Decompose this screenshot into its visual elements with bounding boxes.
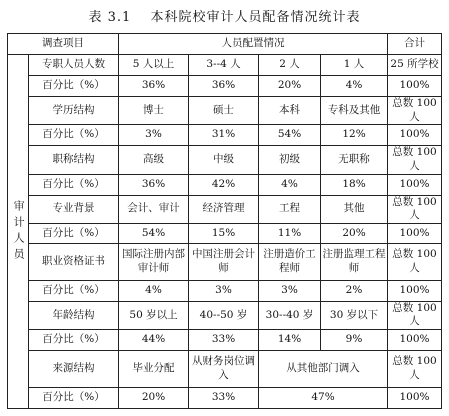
row-label: 百分比（%） [29,330,119,351]
table-cell: 注册造价工程师 [259,243,321,280]
table-cell: 3% [259,280,321,301]
table-cell: 1 人 [321,55,388,76]
table-caption [0,6,449,25]
total-cell: 100% [388,388,442,409]
header-item: 调查项目 [8,34,119,55]
table-cell: 5 人以上 [119,55,189,76]
row-label: 百分比（%） [29,280,119,301]
table-cell: 20% [119,388,189,409]
table-cell: 15% [189,223,259,243]
table-cell: 博士 [119,97,189,125]
caption-number: 表 3.1 [88,10,132,25]
row-label: 职称结构 [29,146,119,174]
table-cell: 注册监理工程师 [321,243,388,280]
table-row [8,125,442,146]
table-cell: 中国注册会计师 [189,243,259,280]
table-row [8,301,442,329]
total-cell: 100% [388,76,442,97]
table-cell: 33% [189,330,259,351]
table-cell: 4% [259,174,321,195]
table-cell: 其他 [321,195,388,223]
table-cell: 14% [259,330,321,351]
table-cell: 专科及其他 [321,97,388,125]
table-cell: 9% [321,330,388,351]
total-cell: 总数 100 人 [388,301,442,329]
table-cell: 硕士 [189,97,259,125]
total-cell: 总数 100 人 [388,146,442,174]
table-cell: 40--50 岁 [189,301,259,329]
table-cell: 11% [259,223,321,243]
table-cell: 20% [259,76,321,97]
table-cell: 从财务岗位调入 [189,351,259,388]
total-cell: 100% [388,125,442,146]
row-label: 专职人员人数 [29,55,119,76]
row-label: 学历结构 [29,97,119,125]
table-cell: 12% [321,125,388,146]
table-cell: 31% [189,125,259,146]
table-cell: 4% [119,280,189,301]
total-cell: 总数 100 人 [388,243,442,280]
table-cell: 工程 [259,195,321,223]
table-cell: 3--4 人 [189,55,259,76]
table-row [8,195,442,223]
table-row [8,243,442,280]
table-cell: 3% [189,280,259,301]
table-row [8,146,442,174]
table-cell: 2% [321,280,388,301]
table-cell: 国际注册内部审计师 [119,243,189,280]
table-cell: 30--40 岁 [259,301,321,329]
table-cell: 高级 [119,146,189,174]
table-cell: 从其他部门调入 [259,351,388,388]
table-cell: 毕业分配 [119,351,189,388]
table-cell: 47% [259,388,388,409]
table-cell: 2 人 [259,55,321,76]
row-label: 百分比（%） [29,125,119,146]
table-cell: 会计、审计 [119,195,189,223]
row-label: 百分比（%） [29,174,119,195]
table-row [8,174,442,195]
table-row [8,351,442,388]
table-cell: 18% [321,174,388,195]
table-cell: 中级 [189,146,259,174]
table-cell: 20% [321,223,388,243]
staffing-table [7,33,442,409]
table-cell: 42% [189,174,259,195]
total-cell: 100% [388,174,442,195]
table-row [8,55,442,76]
table-row [8,330,442,351]
table-cell: 50 岁以上 [119,301,189,329]
table-cell: 初级 [259,146,321,174]
header-config: 人员配置情况 [119,34,388,55]
table-cell: 本科 [259,97,321,125]
table-cell: 30 岁以下 [321,301,388,329]
total-cell: 总数 100 人 [388,195,442,223]
table-row [8,223,442,243]
row-label: 百分比（%） [29,76,119,97]
total-cell: 100% [388,280,442,301]
table-cell: 54% [119,223,189,243]
row-label: 年龄结构 [29,301,119,329]
table-cell: 54% [259,125,321,146]
table-cell: 4% [321,76,388,97]
total-cell: 总数 100 人 [388,97,442,125]
total-cell: 100% [388,330,442,351]
table-row [8,76,442,97]
header-row [8,34,442,55]
total-cell: 总数 100 人 [388,351,442,388]
table-row [8,280,442,301]
row-label: 来源结构 [29,351,119,388]
side-label: 审计人员 [8,55,29,409]
table-cell: 36% [189,76,259,97]
table-cell: 33% [189,388,259,409]
caption-title: 本科院校审计人员配备情况统计表 [150,10,361,25]
table-row [8,97,442,125]
table-cell: 44% [119,330,189,351]
table-cell: 3% [119,125,189,146]
row-label: 专业背景 [29,195,119,223]
table-cell: 36% [119,76,189,97]
row-label: 百分比（%） [29,388,119,409]
table-cell: 36% [119,174,189,195]
total-cell: 100% [388,223,442,243]
table-cell: 经济管理 [189,195,259,223]
total-cell: 25 所学校 [388,55,442,76]
row-label: 百分比（%） [29,223,119,243]
header-total: 合计 [388,34,442,55]
table-cell: 无职称 [321,146,388,174]
table-row [8,388,442,409]
row-label: 职业资格证书 [29,243,119,280]
